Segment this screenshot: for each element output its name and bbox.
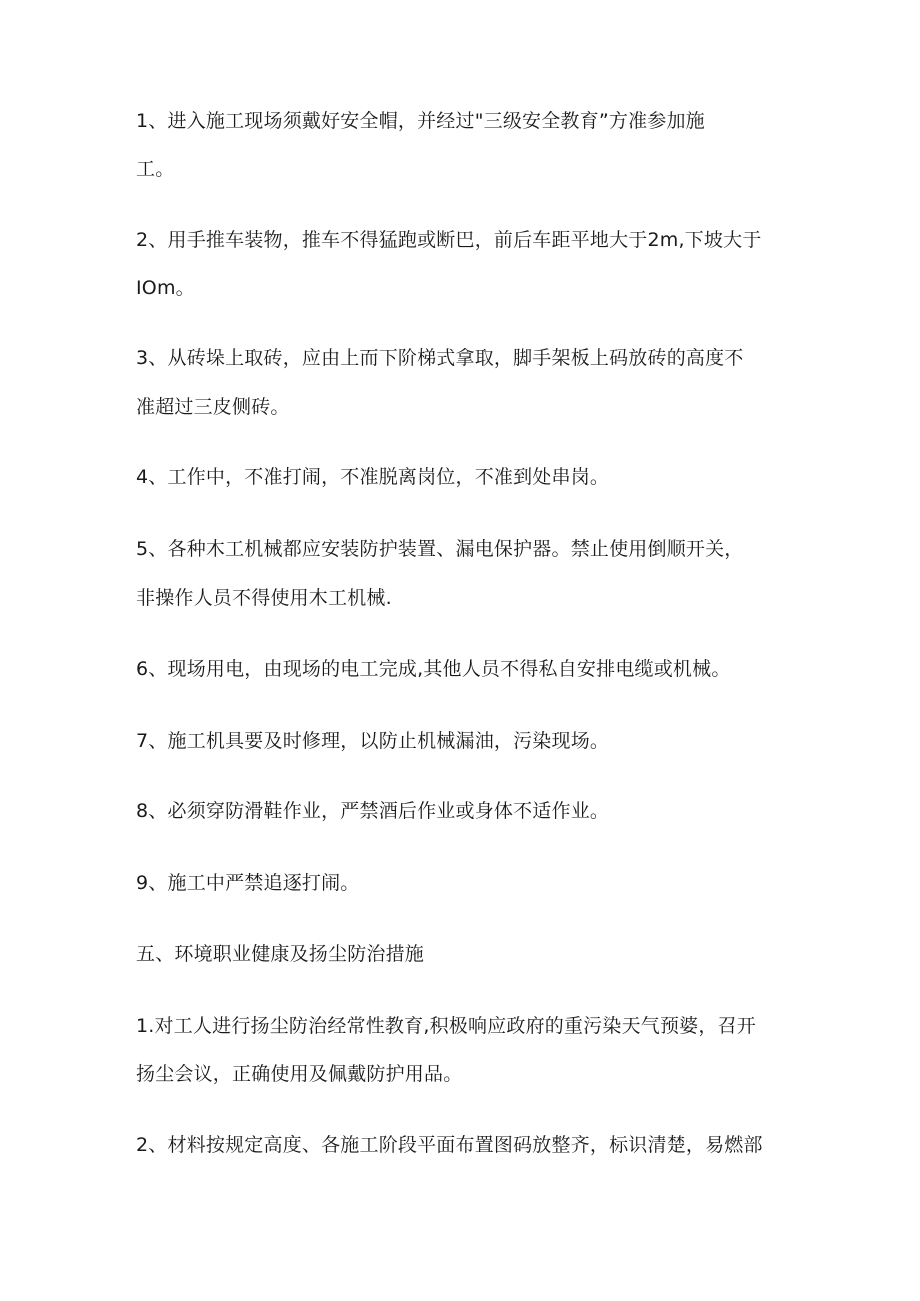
item-6-line-1: 6、现场用电，由现场的电工完成,其他人员不得私自安排电缆或机械。 [136,658,731,680]
item-5-line-1: 5、各种木工机械都应安装防护装置、漏电保护器。禁止使用倒顺开关， [136,538,744,560]
item-1-line-1: 1、进入施工现场须戴好安全帽，并经过"三级安全教育”方准参加施 [136,110,705,132]
measure-2-line-1: 2、材料按规定高度、各施工阶段平面布置图码放整齐，标识清楚，易燃部 [136,1134,763,1156]
item-8-line-1: 8、必须穿防滑鞋作业，严禁酒后作业或身体不适作业。 [136,800,610,822]
section-heading: 五、环境职业健康及扬尘防治措施 [136,943,425,965]
measure-1-line-2: 扬尘会议，正确使用及佩戴防护用品。 [136,1063,463,1085]
item-2-line-2: IOm。 [136,277,195,299]
item-9-line-1: 9、施工中严禁追逐打闹。 [136,872,360,894]
item-1-line-2: 工。 [136,158,175,180]
item-7-line-1: 7、施工机具要及时修理，以防止机械漏油，污染现场。 [136,730,610,752]
item-3-line-2: 准超过三皮侧砖。 [136,396,290,418]
item-2-line-1: 2、用手推车装物，推车不得猛跑或断巴，前后车距平地大于2m,下坡大于 [136,229,762,251]
item-4-line-1: 4、工作中，不准打闹，不准脱离岗位，不准到处串岗。 [136,466,610,488]
item-3-line-1: 3、从砖垛上取砖，应由上而下阶梯式拿取，脚手架板上码放砖的高度不 [136,347,744,369]
item-5-line-2: 非操作人员不得使用木工机械. [136,587,392,609]
measure-1-line-1: 1.对工人进行扬尘防治经常性教育,积极响应政府的重污染天气预婆，召开 [136,1015,756,1037]
